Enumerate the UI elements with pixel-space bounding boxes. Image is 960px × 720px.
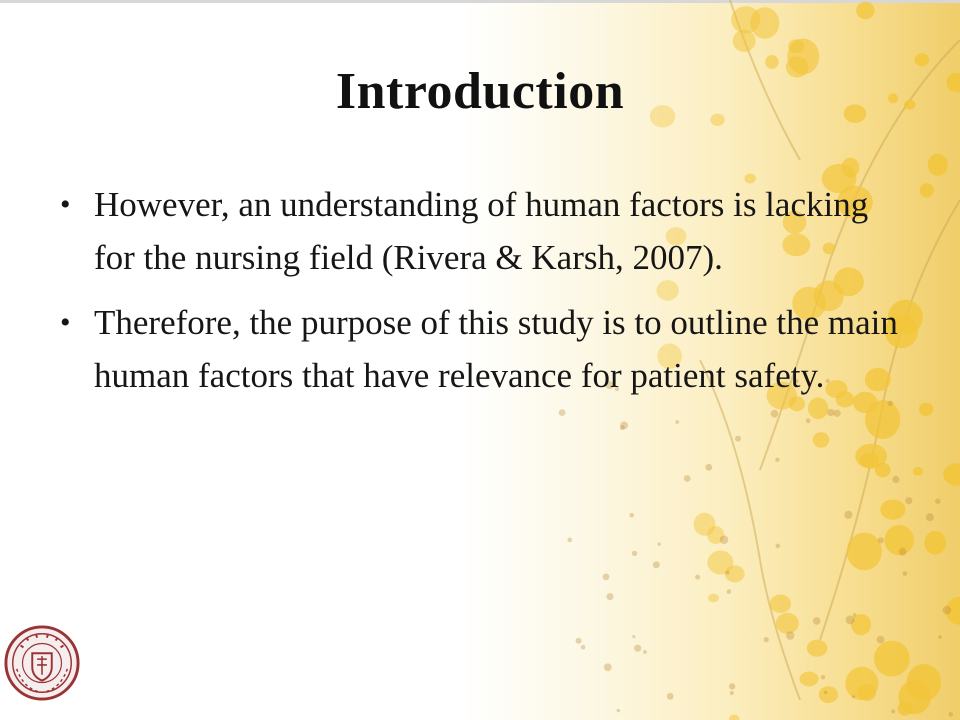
bullet-marker: • xyxy=(60,306,71,339)
bullet-text: However, an understanding of human factors is lacking for the nursing field (Rivera & Karsh, 2007). xyxy=(94,185,869,277)
bullet-text: Therefore, the purpose of this study is to outline the main human factors that have relevance for patient safety. xyxy=(94,303,898,395)
bullet-marker: • xyxy=(60,188,71,221)
bullet-list xyxy=(60,178,910,414)
university-seal-icon xyxy=(3,624,81,702)
bullet-item xyxy=(60,178,910,284)
slide-title: Introduction xyxy=(335,63,625,120)
bullet-item xyxy=(60,296,910,402)
